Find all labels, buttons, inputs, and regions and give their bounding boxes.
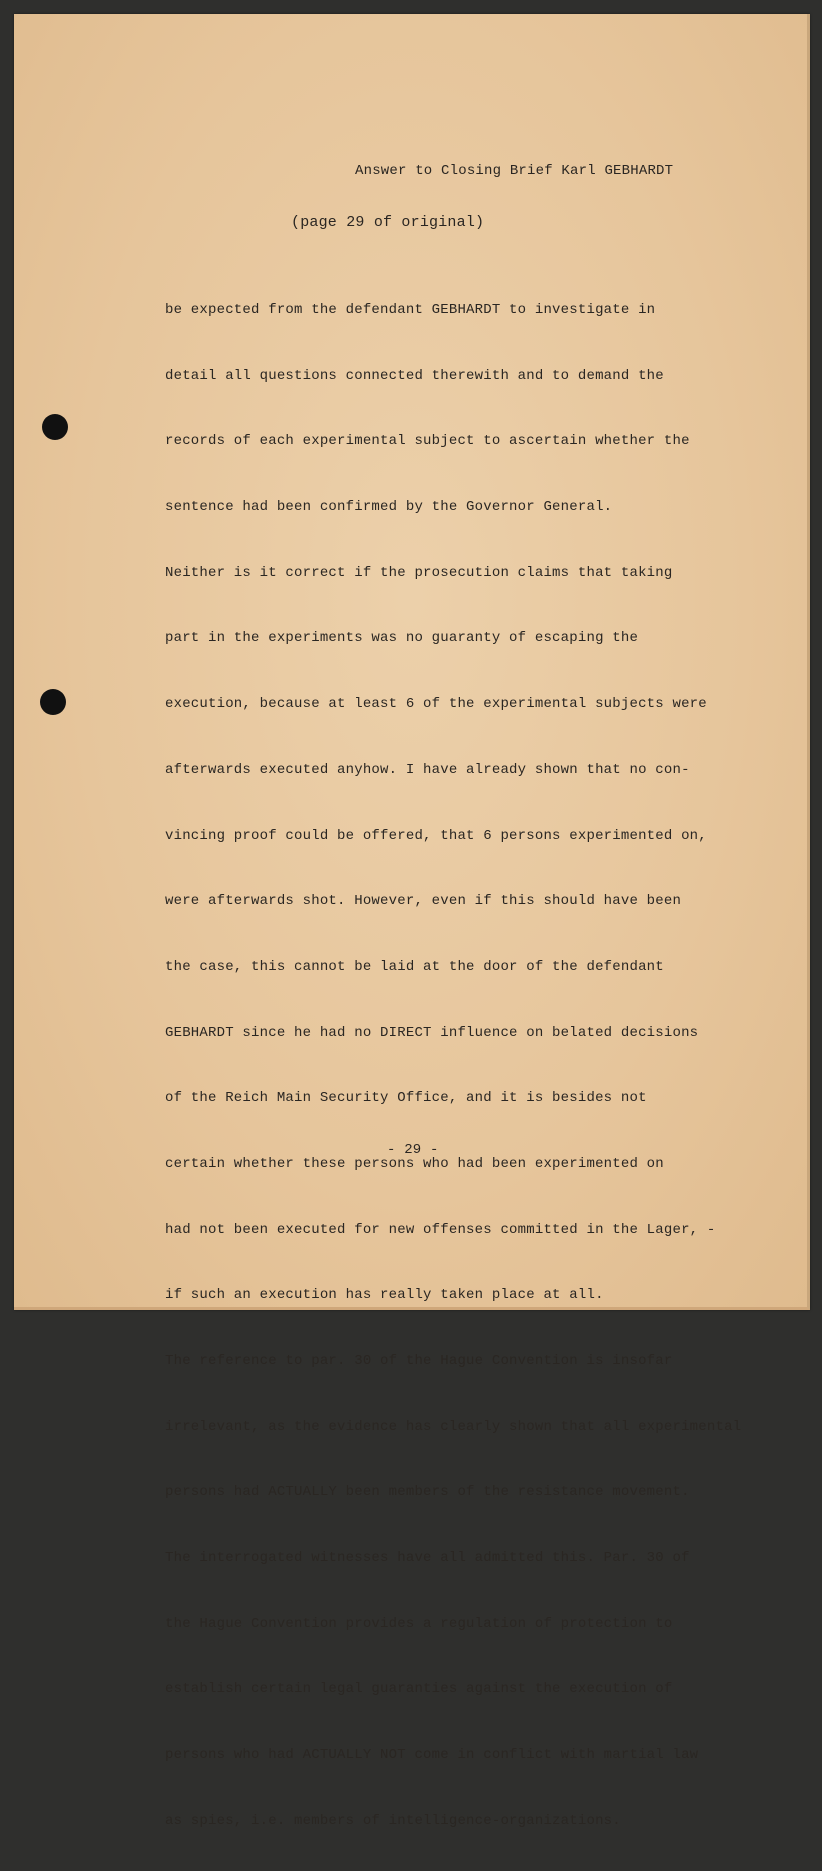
text-line: sentence had been confirmed by the Governor General. xyxy=(165,499,613,516)
text-line: be expected from the defendant GEBHARDT to investigate in xyxy=(165,302,656,318)
text-line: GEBHARDT since he had no DIRECT influence on belated decisions xyxy=(165,1024,699,1041)
text-line: certain whether these persons who had been experimented on xyxy=(165,1155,664,1172)
text-line: The interrogated witnesses have all admitted this. Par. 30 of xyxy=(165,1550,690,1567)
document-page xyxy=(14,14,810,1829)
text-line: irrelevant, as the evidence has clearly shown that all experimental xyxy=(165,1418,742,1435)
text-line: the Hague Convention provides a regulation of protection to xyxy=(165,1615,673,1632)
text-line: persons who had ACTUALLY NOT come in conflict with martial law xyxy=(165,1747,699,1764)
text-line: afterwards executed anyhow. I have already shown that no con- xyxy=(165,761,690,778)
text-line: records of each experimental subject to ascertain whether the xyxy=(165,433,690,450)
page-number: - 29 - xyxy=(387,1142,439,1158)
body-text xyxy=(165,262,741,1871)
text-line: detail all questions connected therewith and to demand the xyxy=(165,367,664,384)
punch-hole xyxy=(40,689,66,715)
text-line: of the Reich Main Security Office, and it is besides not xyxy=(165,1090,647,1107)
text-line: Neither is it correct if the prosecution claims that taking xyxy=(165,564,673,581)
text-line: if such an execution has really taken place at all. xyxy=(165,1287,604,1304)
text-line: the case, this cannot be laid at the door of the defendant xyxy=(165,958,664,975)
punch-hole xyxy=(42,414,68,440)
text-line: vincing proof could be offered, that 6 persons experimented on, xyxy=(165,827,707,844)
text-line: as spies, i.e. members of intelligence-organizations. xyxy=(165,1812,621,1829)
page-reference: (page 29 of original) xyxy=(291,214,485,231)
text-line: had not been executed for new offenses committed in the Lager, - xyxy=(165,1221,716,1238)
text-line: part in the experiments was no guaranty of escaping the xyxy=(165,630,639,647)
header-title: Answer to Closing Brief Karl GEBHARDT xyxy=(355,163,674,179)
text-line: establish certain legal guaranties against the execution of xyxy=(165,1681,673,1698)
text-line: The reference to par. 30 of the Hague Convention is insofar xyxy=(165,1353,673,1369)
text-line: persons had ACTUALLY been members of the resistance movement. xyxy=(165,1484,690,1501)
text-line: execution, because at least 6 of the experimental subjects were xyxy=(165,696,707,713)
text-line: were afterwards shot. However, even if this should have been xyxy=(165,893,682,910)
